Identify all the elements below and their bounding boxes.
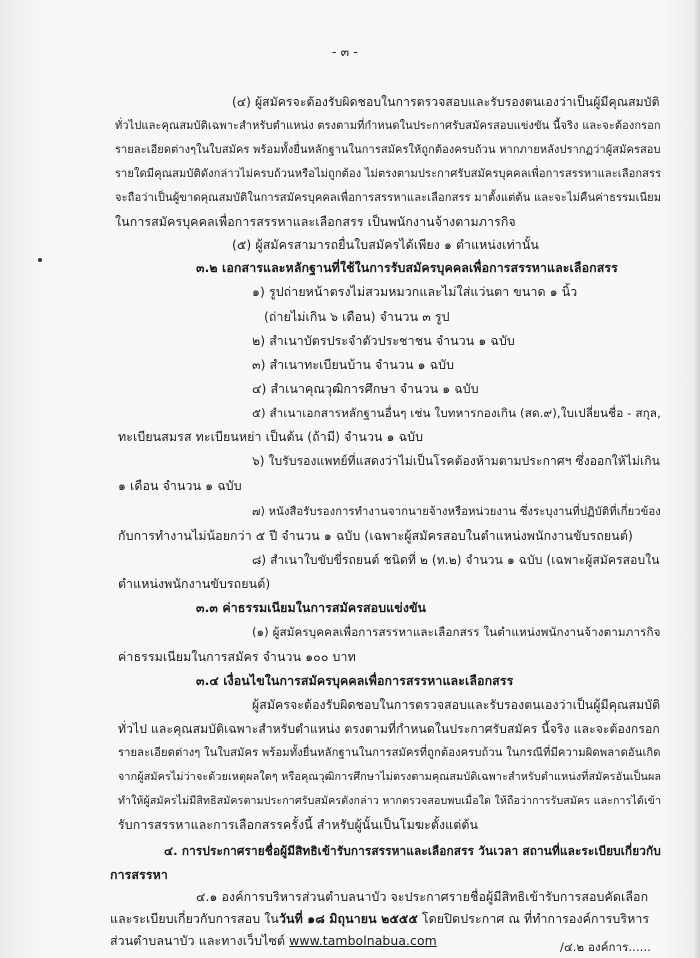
- qual-resp-line-6: ในการสมัครบุคคลเพื่อการสรรหาและเลือกสรร เป็นพนักงานจ้างตามภารกิจ: [115, 214, 516, 229]
- doc-item-2: ๒) สำเนาบัตรประจำตัวประชาชน จำนวน ๑ ฉบับ: [252, 333, 515, 348]
- announcement-line-1: ๔.๑ องค์การบริหารส่วนตำบลนาบัว จะประกาศรายชื่อผู้มีสิทธิเข้ารับการสอบคัดเลือก: [196, 889, 649, 904]
- announcement-location: ส่วนตำบลนาบัว และทางเว็บไซต์: [110, 933, 290, 948]
- section-4-heading-cont: การสรรหา: [110, 867, 168, 882]
- qual-resp-line-2: ทั่วไปและคุณสมบัติเฉพาะสำหรับตำแหน่ง ตรงตามที่กำหนดในประกาศรับสมัครสอบแข่งขัน นี้จริง และจะต้องกรอก: [115, 119, 661, 132]
- continuation-note: /๔.๒ องค์การ......: [560, 940, 651, 954]
- condition-line-6: รับการสรรหาและการเลือกสรรครั้งนี้ สำหรับผู้นั้นเป็นโมฆะตั้งแต่ต้น: [118, 817, 479, 832]
- scan-edge-shadow: [694, 0, 700, 958]
- doc-item-1b: (ถ่ายไม่เกิน ๖ เดือน) จำนวน ๓ รูป: [264, 309, 450, 324]
- condition-line-1: ผู้สมัครจะต้องรับผิดชอบในการตรวจสอบและรับรองตนเองว่าเป็นผู้มีคุณสมบัติ: [252, 698, 661, 712]
- section-3-3-heading: ๓.๓ ค่าธรรมเนียมในการสมัครสอบแข่งขัน: [196, 600, 427, 615]
- condition-line-4: จากผู้สมัครไม่ว่าจะด้วยเหตุผลใดๆ หรือคุณวุฒิการศึกษาไม่ตรงตามคุณสมบัติเฉพาะสำหรับตำแหน่งที่สมัครอันเป็นผล: [118, 770, 662, 783]
- announcement-text-cont: โดยปิดประกาศ ณ ที่ทำการองค์การบริหาร: [417, 911, 650, 926]
- qual-resp-line-3: รายละเอียดต่างๆในใบสมัคร พร้อมทั้งยื่นหลักฐานในการสมัครให้ถูกต้องครบถ้วน หากภายหลังปรากฏว่าผู้สมัครสอบ: [115, 143, 661, 156]
- doc-item-5a: ๕) สำเนาเอกสารหลักฐานอื่นๆ เช่น ใบทหารกองเกิน (สด.๙),ใบเปลี่ยนชื่อ - สกุล,: [252, 406, 661, 420]
- one-position-line: (๕) ผู้สมัครสามารถยื่นใบสมัครได้เพียง ๑ ตำแหน่งเท่านั้น: [232, 237, 539, 252]
- section-4-heading: ๔. การประกาศรายชื่อผู้มีสิทธิเข้ารับการสรรหาและเลือกสรร วันเวลา สถานที่และระเบียบเกี่ยวกับ: [164, 844, 661, 858]
- qual-resp-line-5: จะถือว่าเป็นผู้ขาดคุณสมบัติในการสมัครบุคคลเพื่อการสรรหาและเลือกสรร มาตั้งแต่ต้น และจะไม่คืนค่าธรรมเนียม: [115, 191, 662, 204]
- announcement-line-2: [110, 910, 649, 928]
- announcement-line-3: [110, 932, 437, 950]
- section-3-2-heading: ๓.๒ เอกสารและหลักฐานที่ใช้ในการรับสมัครบุคคลเพื่อการสรรหาและเลือกสรร: [196, 260, 618, 275]
- fee-line-2: ค่าธรรมเนียมในการสมัคร จำนวน ๑๐๐ บาท: [118, 649, 356, 664]
- condition-line-3: รายละเอียดต่างๆ ในใบสมัคร พร้อมทั้งยื่นหลักฐานในการสมัครที่ถูกต้องครบถ้วน ในกรณีที่มีความผิดพลาดอันเกิด: [118, 746, 661, 759]
- fee-line-1: (๑) ผู้สมัครบุคคลเพื่อการสรรหาและเลือกสรร ในตำแหน่งพนักงานจ้างตามภารกิจ: [252, 625, 661, 639]
- scan-speck: [38, 258, 42, 262]
- doc-item-8b: ตำแหน่งพนักงานขับรถยนต์): [118, 576, 271, 591]
- website-link[interactable]: www.tambolnabua.com: [289, 933, 437, 948]
- condition-line-5: ทำให้ผู้สมัครไม่มีสิทธิสมัครตามประกาศรับสมัครดังกล่าว หากตรวจสอบพบเมื่อใด ให้ถือว่าการรับสมัคร และการได้เข้า: [118, 794, 662, 807]
- condition-line-2: ทั่วไป และคุณสมบัติเฉพาะสำหรับตำแหน่ง ตรงตามที่กำหนดในประกาศรับสมัคร นี้จริง และจะต้องกรอก: [118, 722, 660, 736]
- doc-item-7a: ๗) หนังสือรับรองการทำงานจากนายจ้างหรือหน่วยงาน ซึ่งระบุงานที่ปฏิบัติที่เกี่ยวข้อง: [252, 505, 661, 518]
- qual-resp-line-1: (๔) ผู้สมัครจะต้องรับผิดชอบในการตรวจสอบและรับรองตนเองว่าเป็นผู้มีคุณสมบัติ: [232, 95, 660, 109]
- doc-item-7b: กับการทำงานไม่น้อยกว่า ๕ ปี จำนวน ๑ ฉบับ (เฉพาะผู้สมัครสอบในตำแหน่งพนักงานขับรถยนต์): [118, 528, 633, 543]
- doc-item-3: ๓) สำเนาทะเบียนบ้าน จำนวน ๑ ฉบับ: [252, 357, 455, 372]
- doc-item-6a: ๖) ใบรับรองแพทย์ที่แสดงว่าไม่เป็นโรคต้องห้ามตามประกาศฯ ซึ่งออกให้ไม่เกิน: [252, 454, 661, 468]
- section-3-4-heading: ๓.๔ เงื่อนไขในการสมัครบุคคลเพื่อการสรรหาและเลือกสรร: [196, 673, 514, 688]
- doc-item-8a: ๘) สำเนาใบขับขี่รถยนต์ ชนิดที่ ๒ (ท.๒) จำนวน ๑ ฉบับ (เฉพาะผู้สมัครสอบใน: [252, 553, 660, 567]
- announcement-date: วันที่ ๑๘ มิถุนายน ๒๕๕๕: [278, 911, 418, 926]
- doc-item-4: ๔) สำเนาคุณวุฒิการศึกษา จำนวน ๑ ฉบับ: [252, 381, 479, 396]
- announcement-text: และระเบียบเกี่ยวกับการสอบ ใน: [110, 911, 279, 926]
- doc-item-6b: ๑ เดือน จำนวน ๑ ฉบับ: [118, 478, 242, 493]
- qual-resp-line-4: รายใดมีคุณสมบัติดังกล่าวไม่ครบถ้วนหรือไม่ถูกต้อง ไม่ตรงตามประกาศรับสมัครบุคคลเพื่อการสรรหาและเลือกสรร: [115, 167, 662, 180]
- doc-item-1a: ๑) รูปถ่ายหน้าตรงไม่สวมหมวกและไม่ใส่แว่นตา ขนาด ๑ นิ้ว: [252, 284, 578, 299]
- doc-item-5b: ทะเบียนสมรส ทะเบียนหย่า เป็นต้น (ถ้ามี) จำนวน ๑ ฉบับ: [118, 429, 424, 444]
- page-number: - ๓ -: [332, 44, 358, 59]
